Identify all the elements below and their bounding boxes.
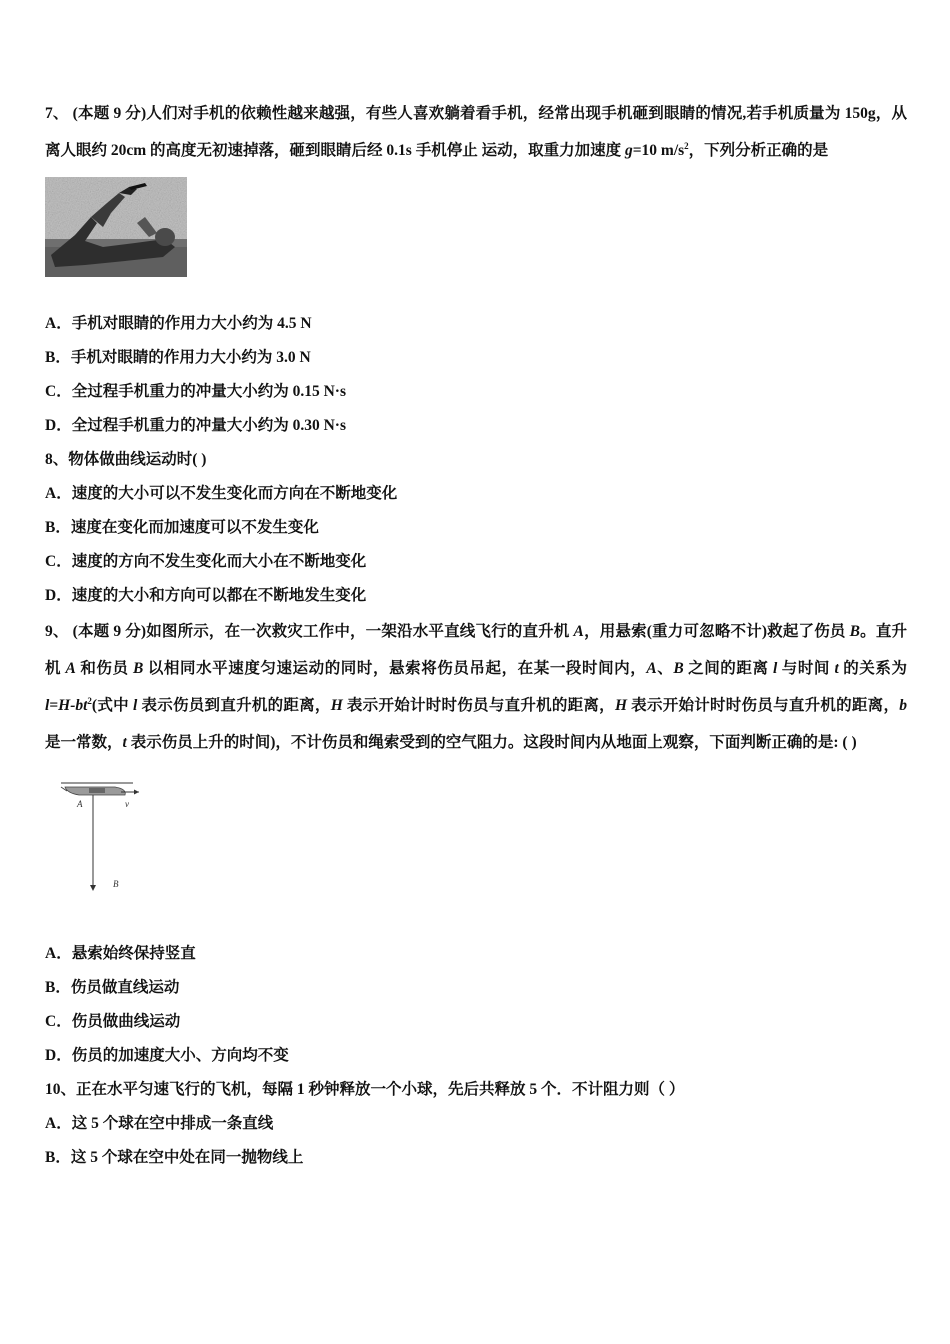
- helicopter-window: [89, 788, 105, 793]
- label-a: A: [77, 799, 83, 809]
- question-8-stem: 8、物体做曲线运动时( ): [45, 451, 207, 468]
- label-b: B: [113, 879, 119, 889]
- question-8-option-b[interactable]: B．速度在变化而加速度可以不发生变化: [45, 519, 319, 536]
- question-9-option-b[interactable]: B．伤员做直线运动: [45, 979, 180, 996]
- question-7-option-a[interactable]: A．手机对眼睛的作用力大小约为 4.5 N: [45, 315, 312, 332]
- helicopter-rescue-diagram: [59, 779, 159, 899]
- velocity-arrowhead: [134, 790, 139, 795]
- question-9-option-c[interactable]: C．伤员做曲线运动: [45, 1013, 181, 1030]
- question-7-option-c[interactable]: C．全过程手机重力的冲量大小约为 0.15 N·s: [45, 383, 346, 400]
- label-v: v: [125, 799, 129, 809]
- exam-page: [45, 95, 907, 1175]
- question-7-number: 7、: [45, 105, 69, 122]
- rope-arrowhead: [90, 885, 96, 891]
- question-7-stem: 7、 (本题 9 分)人们对手机的依赖性越来越强，有些人喜欢躺着看手机，经常出现手机砸到眼睛的情况,若手机质量为 150g，从离人眼约 20cm 的高度无初速掉落，砸到眼睛后经 0.1s 手机停止 运动，取重力加速度 g=10 $m/s^2$，下列分析正确的是: [45, 105, 907, 159]
- question-9-option-d[interactable]: D．伤员的加速度大小、方向均不变: [45, 1047, 289, 1064]
- question-8-option-d[interactable]: D．速度的大小和方向可以都在不断地发生变化: [45, 587, 367, 604]
- question-9-stem: 9、 (本题 9 分)如图所示，在一次救灾工作中，一架沿水平直线飞行的直升机 A，用悬索(重力可忽略不计)救起了伤员 B。直升机 A 和伤员 B 以相同水平速度匀速运动的同时，悬索将伤员吊起，在某一段时间内，A、B 之间的距离 l 与时间 t 的关系为 $l=H-bt^2$(式中 l 表示伤员到直升机的距离，H 表示开始计时时伤员与直升机的距离，H 表示开始计时时伤员与直升机的距离，b 是一常数，t 表示伤员上升的时间)，不计伤员和绳索受到的空气阻力。这段时间内从地面上观察，下面判断正确的是: ( ): [45, 623, 907, 751]
- question-7-option-b[interactable]: B．手机对眼睛的作用力大小约为 3.0 N: [45, 349, 311, 366]
- question-10-option-b[interactable]: B．这 5 个球在空中处在同一抛物线上: [45, 1149, 304, 1166]
- question-9-option-a[interactable]: A．悬索始终保持竖直: [45, 945, 196, 962]
- phone-lying-photo: [45, 177, 187, 277]
- question-7-option-d[interactable]: D．全过程手机重力的冲量大小约为 0.30 N·s: [45, 417, 346, 434]
- question-10-stem: 10、正在水平匀速飞行的飞机，每隔 1 秒钟释放一个小球，先后共释放 5 个．不计阻力则（ ）: [45, 1081, 685, 1098]
- question-10-option-a[interactable]: A．这 5 个球在空中排成一条直线: [45, 1115, 274, 1132]
- question-8-option-a[interactable]: A．速度的大小可以不发生变化而方向在不断地变化: [45, 485, 398, 502]
- question-8-option-c[interactable]: C．速度的方向不发生变化而大小在不断地变化: [45, 553, 367, 570]
